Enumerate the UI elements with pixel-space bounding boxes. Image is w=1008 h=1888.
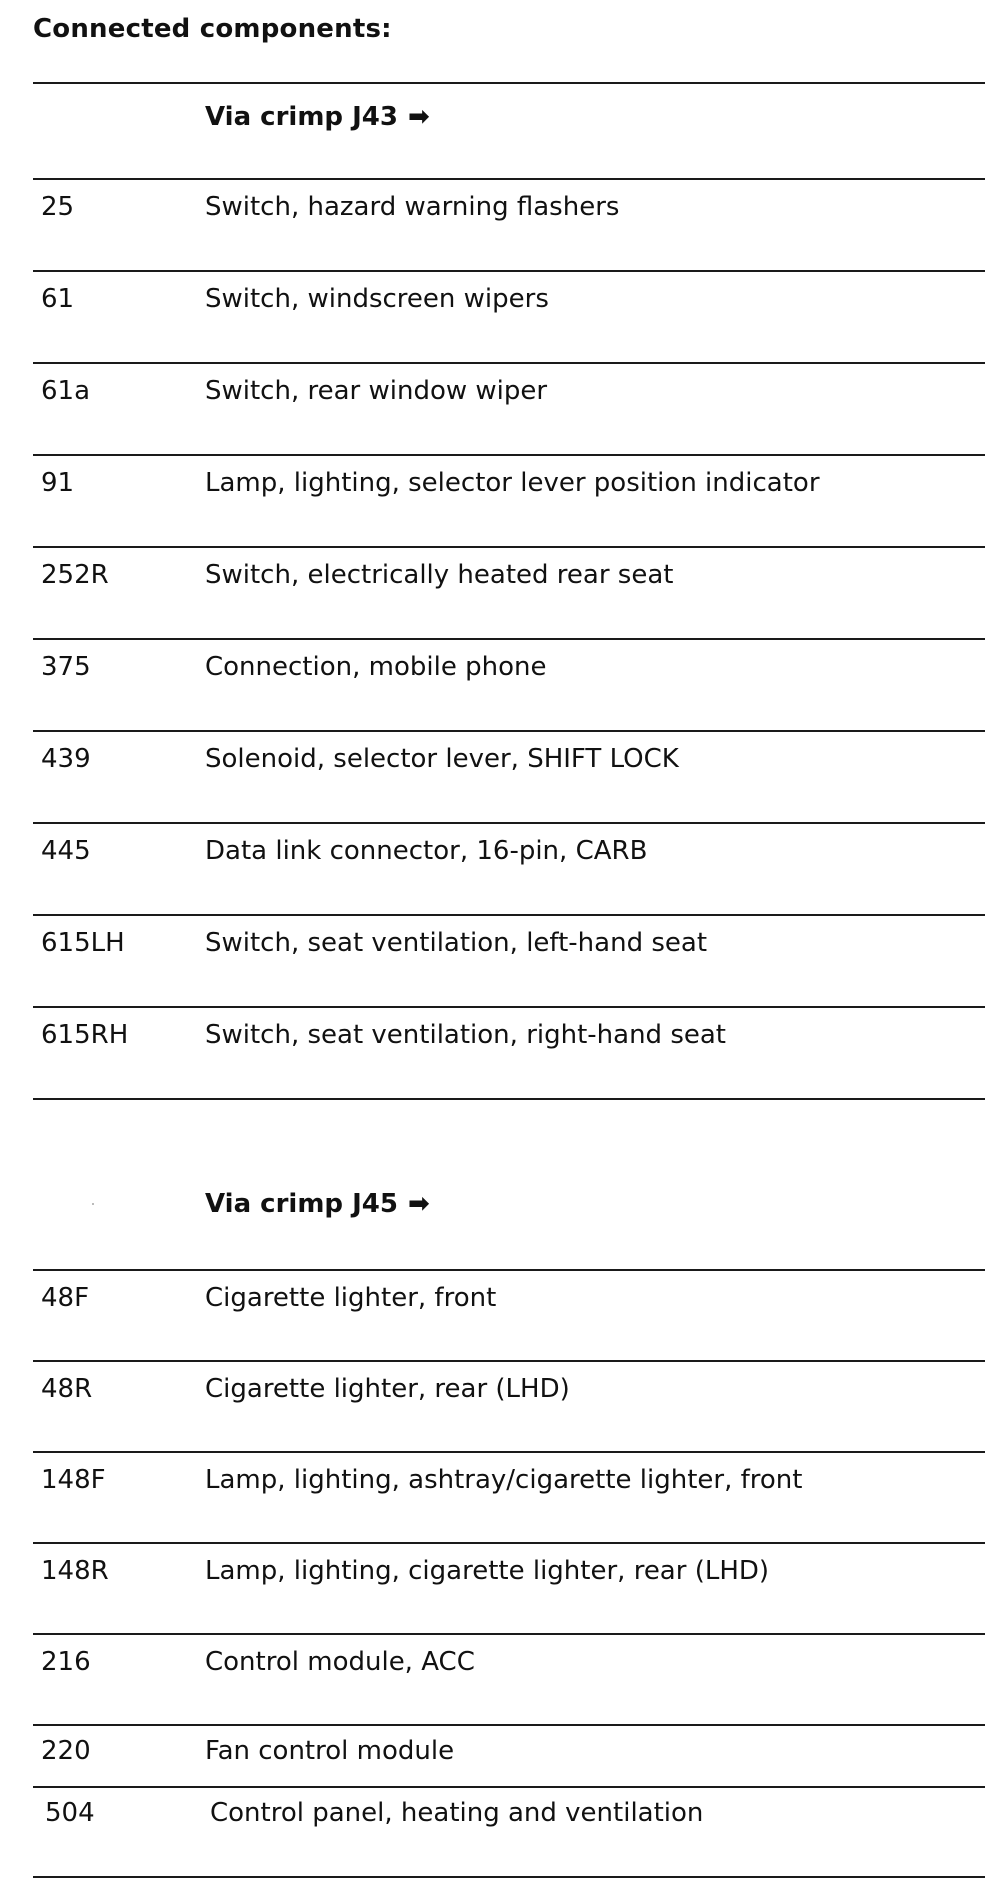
component-description: Switch, rear window wiper: [205, 376, 548, 406]
component-description: Switch, seat ventilation, right-hand seat: [205, 1020, 726, 1050]
table-row: [33, 1451, 985, 1542]
component-description: Cigarette lighter, rear (LHD): [205, 1374, 570, 1404]
component-code: 252R: [41, 560, 109, 590]
section-title: [205, 102, 430, 132]
component-code: 61a: [41, 376, 91, 406]
table-row: [33, 362, 985, 454]
table-row: [33, 1724, 985, 1786]
table-row: [33, 1786, 985, 1876]
section-title: [205, 1189, 430, 1219]
component-code: 504: [45, 1798, 95, 1828]
table-row: [33, 730, 985, 822]
table-end-rule: [33, 1098, 985, 1100]
table-row: [33, 1006, 985, 1098]
table-row: [33, 1269, 985, 1360]
page-heading: Connected components:: [33, 14, 392, 44]
component-description: Control panel, heating and ventilation: [210, 1798, 704, 1828]
table-row: [33, 1542, 985, 1633]
table-row: [33, 270, 985, 362]
table-row: [33, 1633, 985, 1724]
component-description: Switch, seat ventilation, left-hand seat: [205, 928, 708, 958]
section-header-j43: [33, 82, 985, 178]
table-row: [33, 454, 985, 546]
component-description: Lamp, lighting, ashtray/cigarette lighter, front: [205, 1465, 803, 1495]
table-row: [33, 638, 985, 730]
component-code: 615RH: [41, 1020, 129, 1050]
component-code: 220: [41, 1736, 91, 1766]
component-code: 48R: [41, 1374, 93, 1404]
component-code: 148F: [41, 1465, 106, 1495]
component-description: Data link connector, 16-pin, CARB: [205, 836, 648, 866]
component-description: Lamp, lighting, cigarette lighter, rear (LHD): [205, 1556, 770, 1586]
component-description: Switch, hazard warning flashers: [205, 192, 620, 222]
table-end-rule: [33, 1876, 985, 1878]
table-row: [33, 914, 985, 1006]
component-code: 615LH: [41, 928, 125, 958]
table-row: [33, 822, 985, 914]
arrow-right-icon: ➡: [407, 1189, 430, 1219]
component-description: Connection, mobile phone: [205, 652, 547, 682]
component-code: 25: [41, 192, 75, 222]
component-description: Switch, windscreen wipers: [205, 284, 549, 314]
component-description: Switch, electrically heated rear seat: [205, 560, 674, 590]
component-description: Fan control module: [205, 1736, 455, 1766]
table-row: [33, 546, 985, 638]
component-description: Lamp, lighting, selector lever position indicator: [205, 468, 820, 498]
component-code: 375: [41, 652, 91, 682]
component-code: 48F: [41, 1283, 90, 1313]
table-row: [33, 1360, 985, 1451]
components-table-j45: [33, 1175, 985, 1878]
component-description: Cigarette lighter, front: [205, 1283, 497, 1313]
table-row: [33, 178, 985, 270]
component-code: 91: [41, 468, 75, 498]
arrow-right-icon: ➡: [407, 102, 430, 132]
component-code: 61: [41, 284, 75, 314]
component-description: Solenoid, selector lever, SHIFT LOCK: [205, 744, 679, 774]
section-header-j45: [33, 1175, 985, 1269]
component-code: 439: [41, 744, 91, 774]
component-code: 148R: [41, 1556, 109, 1586]
section-title-text: Via crimp J45: [205, 1189, 398, 1219]
components-table-j43: [33, 82, 985, 1100]
component-code: 445: [41, 836, 91, 866]
section-title-text: Via crimp J43: [205, 102, 398, 132]
component-description: Control module, ACC: [205, 1647, 475, 1677]
component-code: 216: [41, 1647, 91, 1677]
